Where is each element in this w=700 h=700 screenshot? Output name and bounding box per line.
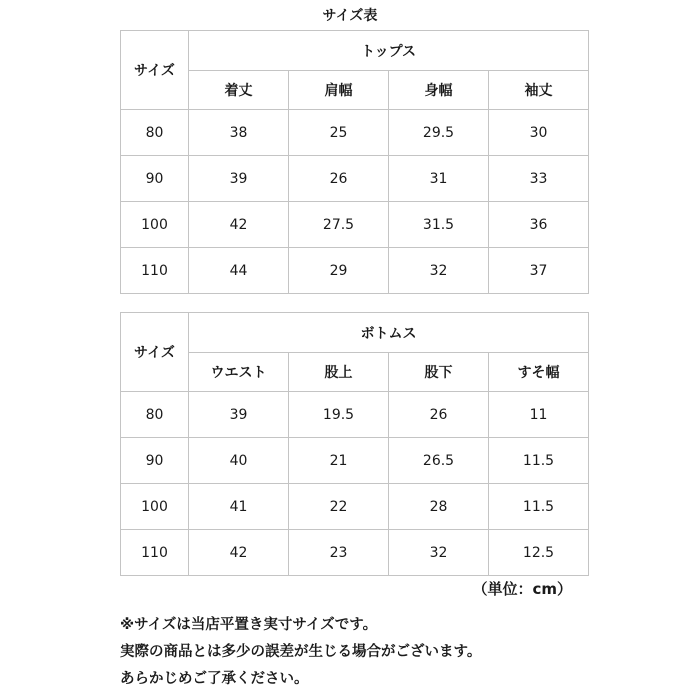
bottoms-group-header: ボトムス: [189, 313, 589, 353]
table-row: [121, 438, 589, 484]
value-cell: 33: [489, 156, 589, 202]
value-cell: 30: [489, 110, 589, 156]
size-cell: 80: [121, 392, 189, 438]
table-row: [121, 110, 589, 156]
value-cell: 11.5: [489, 484, 589, 530]
value-cell: 42: [189, 202, 289, 248]
bottoms-size-header: サイズ: [121, 313, 189, 392]
value-cell: 40: [189, 438, 289, 484]
value-cell: 25: [289, 110, 389, 156]
tops-column-header: 着丈: [189, 71, 289, 110]
table-row: [121, 530, 589, 576]
size-cell: 90: [121, 438, 189, 484]
tops-group-header: トップス: [189, 31, 589, 71]
value-cell: 39: [189, 392, 289, 438]
value-cell: 36: [489, 202, 589, 248]
bottoms-column-header: すそ幅: [489, 353, 589, 392]
bottoms-column-header: ウエスト: [189, 353, 289, 392]
table-row: [121, 392, 589, 438]
value-cell: 32: [389, 248, 489, 294]
size-cell: 100: [121, 484, 189, 530]
bottoms-column-header: 股上: [289, 353, 389, 392]
value-cell: 37: [489, 248, 589, 294]
size-cell: 100: [121, 202, 189, 248]
value-cell: 42: [189, 530, 289, 576]
value-cell: 31: [389, 156, 489, 202]
value-cell: 31.5: [389, 202, 489, 248]
note-line: 実際の商品とは多少の誤差が生じる場合がございます。: [120, 644, 482, 660]
table-row: [121, 484, 589, 530]
tops-column-header: 身幅: [389, 71, 489, 110]
value-cell: 12.5: [489, 530, 589, 576]
table-row: [121, 156, 589, 202]
value-cell: 11.5: [489, 438, 589, 484]
value-cell: 23: [289, 530, 389, 576]
bottoms-size-table: [120, 312, 589, 576]
value-cell: 26: [389, 392, 489, 438]
value-cell: 21: [289, 438, 389, 484]
value-cell: 44: [189, 248, 289, 294]
tops-column-header: 袖丈: [489, 71, 589, 110]
value-cell: 11: [489, 392, 589, 438]
value-cell: 19.5: [289, 392, 389, 438]
notes: [120, 612, 680, 693]
note-line: ※サイズは当店平置き実寸サイズです。: [120, 617, 378, 633]
size-cell: 110: [121, 248, 189, 294]
value-cell: 27.5: [289, 202, 389, 248]
value-cell: 41: [189, 484, 289, 530]
value-cell: 38: [189, 110, 289, 156]
size-cell: 110: [121, 530, 189, 576]
note-line: あらかじめご了承ください。: [120, 671, 309, 687]
size-cell: 80: [121, 110, 189, 156]
tops-size-table: [120, 30, 589, 294]
table-row: [121, 202, 589, 248]
value-cell: 26: [289, 156, 389, 202]
bottoms-column-header: 股下: [389, 353, 489, 392]
tops-size-header: サイズ: [121, 31, 189, 110]
page-title: サイズ表: [322, 8, 378, 24]
value-cell: 29.5: [389, 110, 489, 156]
unit-note: （単位：cm）: [472, 580, 572, 598]
value-cell: 39: [189, 156, 289, 202]
value-cell: 32: [389, 530, 489, 576]
value-cell: 22: [289, 484, 389, 530]
size-cell: 90: [121, 156, 189, 202]
tops-column-header: 肩幅: [289, 71, 389, 110]
table-row: [121, 248, 589, 294]
value-cell: 29: [289, 248, 389, 294]
value-cell: 26.5: [389, 438, 489, 484]
value-cell: 28: [389, 484, 489, 530]
